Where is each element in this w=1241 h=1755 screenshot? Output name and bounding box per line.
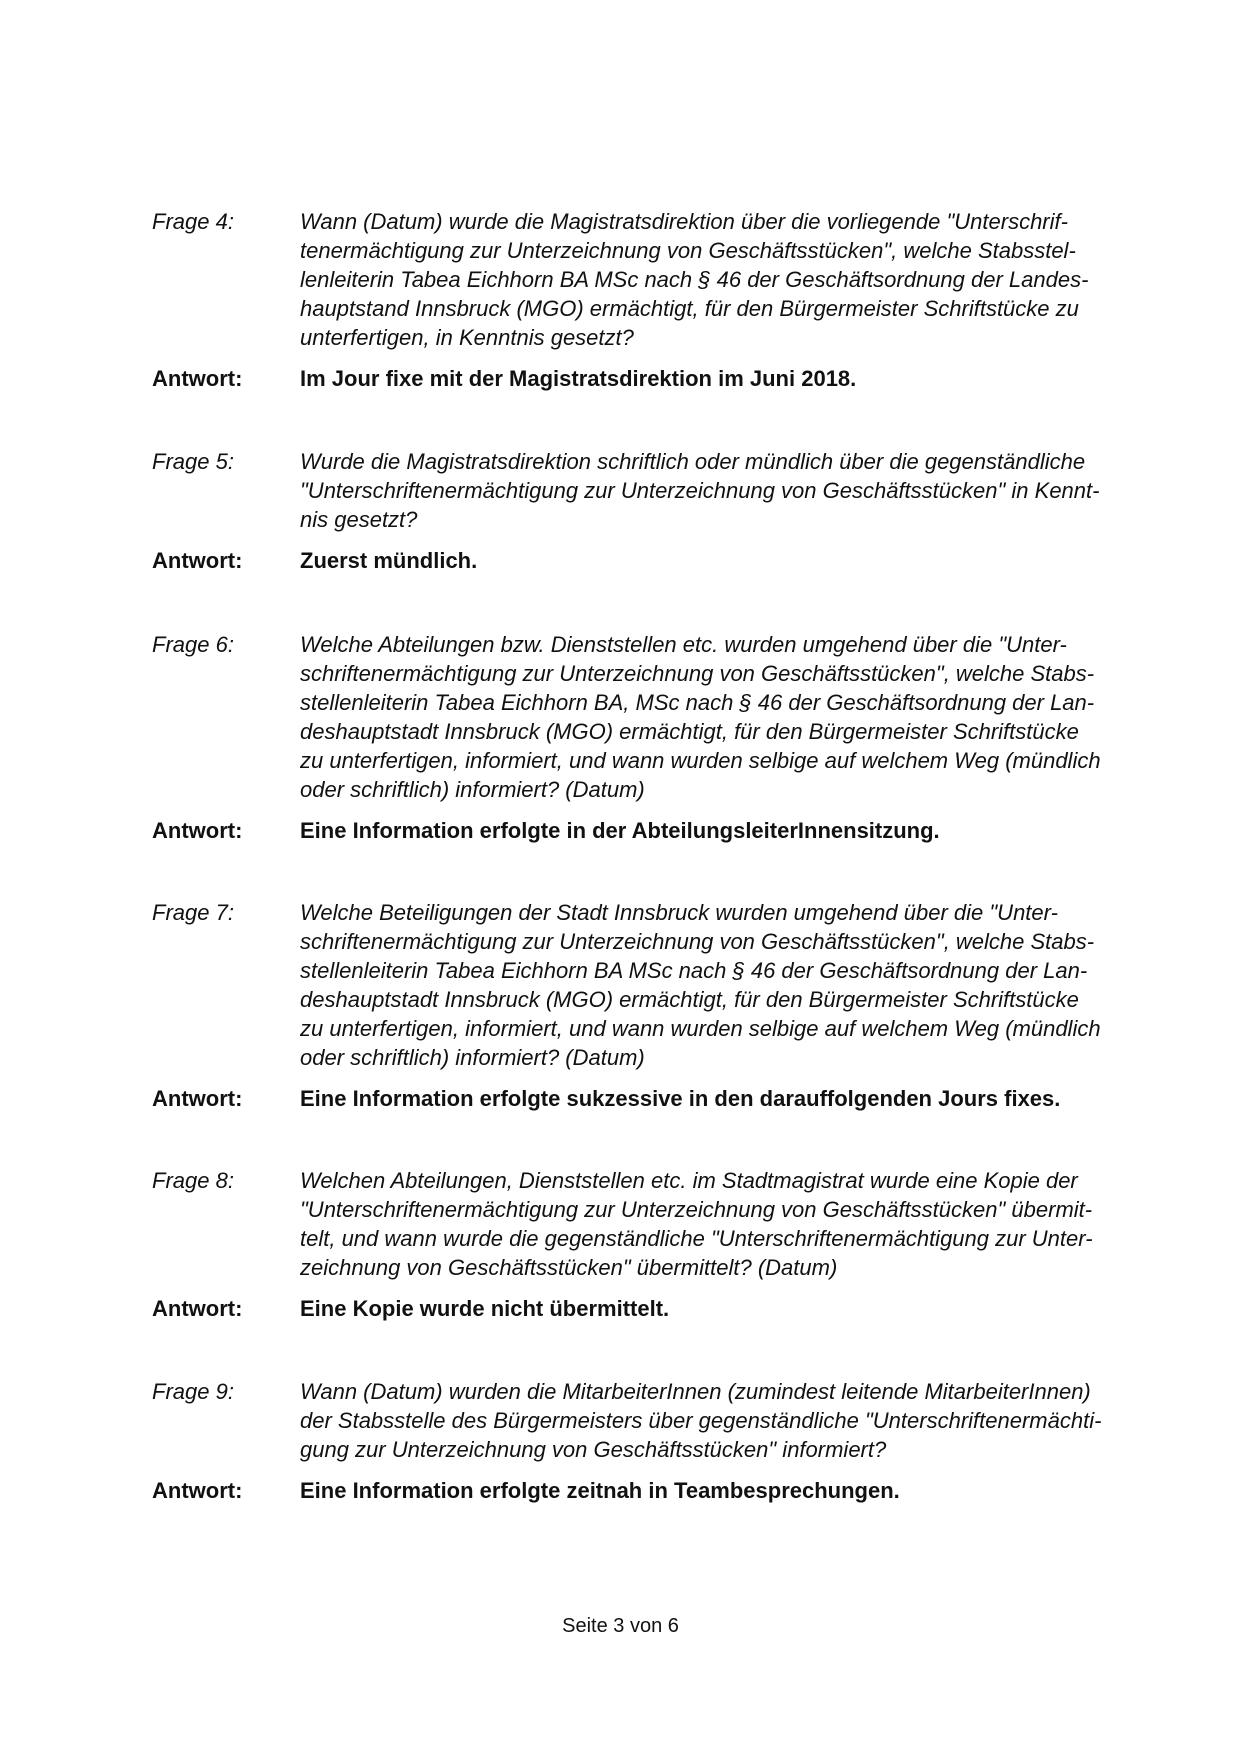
question-line: gung zur Unterzeichnung von Geschäftsstücken" informiert? xyxy=(300,1437,887,1462)
question-label: Frage 8: xyxy=(152,1168,234,1193)
answer-label: Antwort: xyxy=(152,1086,243,1111)
answer-text: Eine Information erfolgte sukzessive in den darauffolgenden Jours fixes. xyxy=(300,1086,1061,1111)
question-line: deshauptstadt Innsbruck (MGO) ermächtigt, für den Bürgermeister Schriftstücke xyxy=(300,719,1079,744)
question-line: telt, und wann wurde die gegenständliche "Unterschriftenermächtigung zur Unter- xyxy=(300,1226,1093,1251)
question-line: Wann (Datum) wurde die Magistratsdirektion über die vorliegende "Unterschrif- xyxy=(300,209,1068,234)
answer-text: Zuerst mündlich. xyxy=(300,548,478,573)
question-line: Welche Beteiligungen der Stadt Innsbruck wurden umgehend über die "Unter- xyxy=(300,900,1058,925)
question-label: Frage 6: xyxy=(152,632,234,657)
question-line: der Stabsstelle des Bürgermeisters über gegenständliche "Unterschriftenermächti- xyxy=(300,1408,1102,1433)
answer-row xyxy=(152,1476,1152,1505)
question-text xyxy=(300,1377,1152,1464)
question-line: zeichnung von Geschäftsstücken" übermittelt? (Datum) xyxy=(300,1255,838,1280)
answer-row xyxy=(152,546,1152,575)
question-label: Frage 4: xyxy=(152,209,234,234)
question-line: stellenleiterin Tabea Eichhorn BA MSc nach § 46 der Geschäftsordnung der Lan- xyxy=(300,958,1088,983)
question-line: stellenleiterin Tabea Eichhorn BA, MSc nach § 46 der Geschäftsordnung der Lan- xyxy=(300,690,1095,715)
qa-block-5 xyxy=(152,447,1152,575)
question-line: oder schriftlich) informiert? (Datum) xyxy=(300,1045,645,1070)
question-label: Frage 9: xyxy=(152,1379,234,1404)
answer-row xyxy=(152,1294,1152,1323)
answer-text: Im Jour fixe mit der Magistratsdirektion im Juni 2018. xyxy=(300,366,857,391)
question-row xyxy=(152,447,1152,534)
question-label: Frage 7: xyxy=(152,900,234,925)
question-line: Welchen Abteilungen, Dienststellen etc. im Stadtmagistrat wurde eine Kopie der xyxy=(300,1168,1078,1193)
qa-block-7 xyxy=(152,898,1152,1113)
answer-row xyxy=(152,816,1152,845)
answer-row xyxy=(152,364,1152,393)
question-line: oder schriftlich) informiert? (Datum) xyxy=(300,777,645,802)
question-row xyxy=(152,207,1152,352)
question-line: hauptstand Innsbruck (MGO) ermächtigt, für den Bürgermeister Schriftstücke zu xyxy=(300,296,1079,321)
answer-label: Antwort: xyxy=(152,1296,243,1321)
answer-text: Eine Information erfolgte zeitnah in Teambesprechungen. xyxy=(300,1478,900,1503)
question-line: schriftenermächtigung zur Unterzeichnung von Geschäftsstücken", welche Stabs- xyxy=(300,929,1095,954)
question-line: Wann (Datum) wurden die MitarbeiterInnen (zumindest leitende MitarbeiterInnen) xyxy=(300,1379,1091,1404)
answer-label: Antwort: xyxy=(152,366,243,391)
answer-text: Eine Information erfolgte in der AbteilungsleiterInnensitzung. xyxy=(300,818,940,843)
question-text xyxy=(300,1166,1152,1282)
page-number: Seite 3 von 6 xyxy=(562,1615,679,1637)
answer-label: Antwort: xyxy=(152,1478,243,1503)
question-line: "Unterschriftenermächtigung zur Unterzeichnung von Geschäftsstücken" in Kennt- xyxy=(300,478,1100,503)
question-line: lenleiterin Tabea Eichhorn BA MSc nach § 46 der Geschäftsordnung der Landes- xyxy=(300,267,1089,292)
question-line: Welche Abteilungen bzw. Dienststellen etc. wurden umgehend über die "Unter- xyxy=(300,632,1067,657)
question-line: zu unterfertigen, informiert, und wann wurden selbige auf welchem Weg (mündlich xyxy=(300,748,1101,773)
question-row xyxy=(152,898,1152,1072)
answer-label: Antwort: xyxy=(152,548,243,573)
question-line: Wurde die Magistratsdirektion schriftlich oder mündlich über die gegenständliche xyxy=(300,449,1086,474)
qa-block-9 xyxy=(152,1377,1152,1505)
qa-block-8 xyxy=(152,1166,1152,1323)
question-line: deshauptstadt Innsbruck (MGO) ermächtigt, für den Bürgermeister Schriftstücke xyxy=(300,987,1079,1012)
question-text xyxy=(300,898,1152,1072)
answer-row xyxy=(152,1084,1152,1113)
question-row xyxy=(152,630,1152,804)
question-row xyxy=(152,1377,1152,1464)
question-line: schriftenermächtigung zur Unterzeichnung von Geschäftsstücken", welche Stabs- xyxy=(300,661,1095,686)
answer-label: Antwort: xyxy=(152,818,243,843)
answer-text: Eine Kopie wurde nicht übermittelt. xyxy=(300,1296,670,1321)
question-row xyxy=(152,1166,1152,1282)
question-text xyxy=(300,630,1152,804)
qa-block-6 xyxy=(152,630,1152,845)
question-text xyxy=(300,207,1152,352)
question-line: tenermächtigung zur Unterzeichnung von Geschäftsstücken", welche Stabsstel- xyxy=(300,238,1076,263)
question-line: unterfertigen, in Kenntnis gesetzt? xyxy=(300,325,634,350)
question-line: nis gesetzt? xyxy=(300,507,418,532)
question-text xyxy=(300,447,1152,534)
qa-block-4 xyxy=(152,207,1152,393)
question-line: "Unterschriftenermächtigung zur Unterzeichnung von Geschäftsstücken" übermit- xyxy=(300,1197,1093,1222)
question-label: Frage 5: xyxy=(152,449,234,474)
question-line: zu unterfertigen, informiert, und wann wurden selbige auf welchem Weg (mündlich xyxy=(300,1016,1101,1041)
